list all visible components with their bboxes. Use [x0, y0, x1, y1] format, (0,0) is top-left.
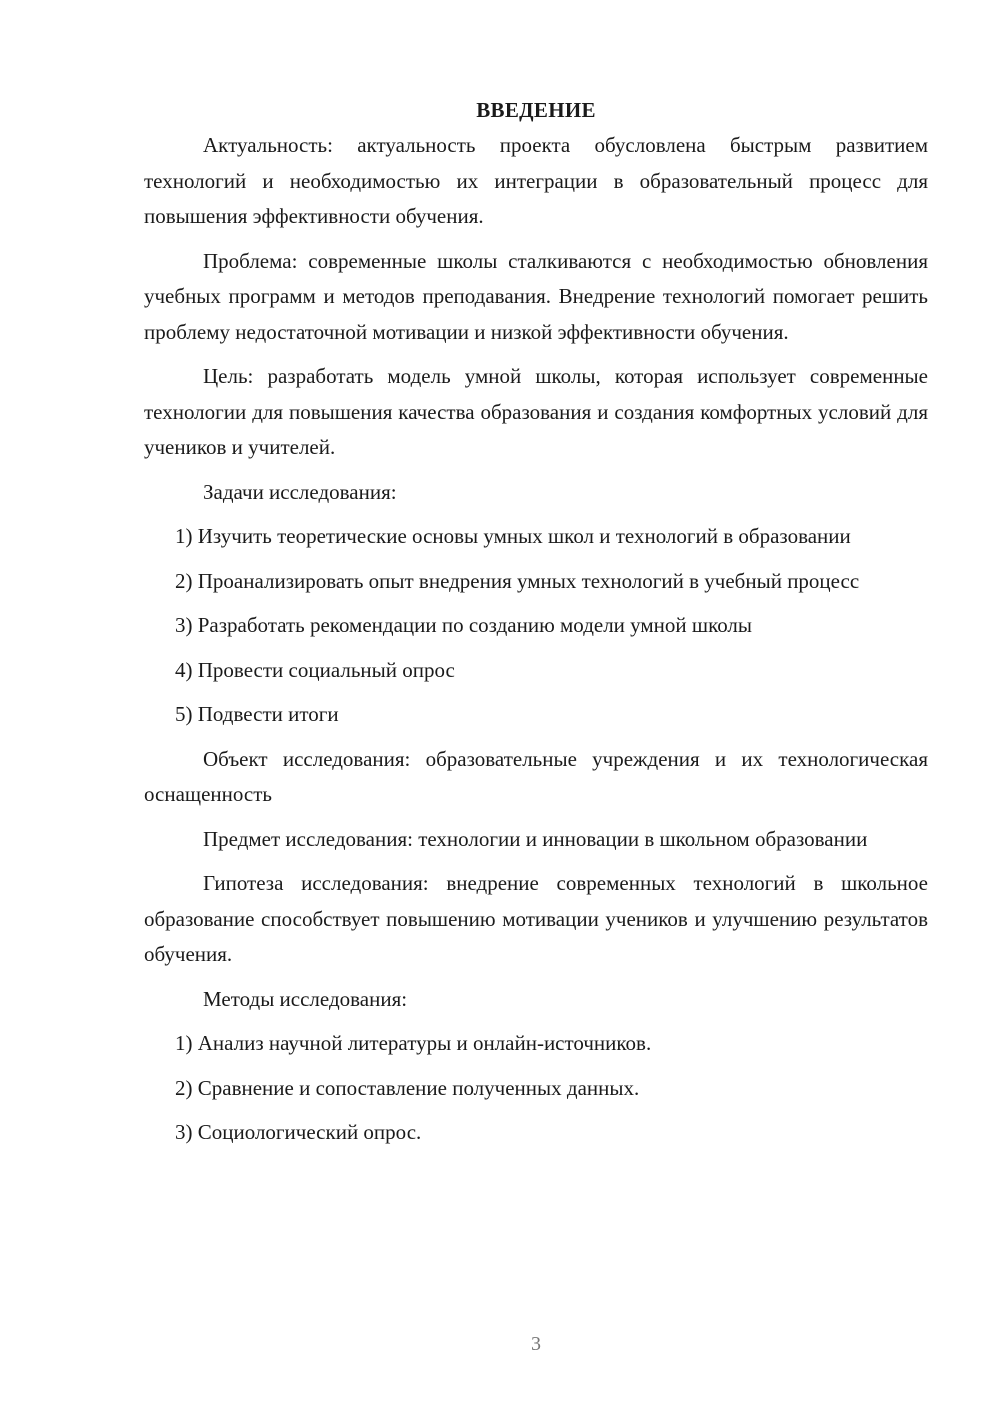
task-item: 4) Провести социальный опрос [175, 657, 455, 682]
tasks-heading: Задачи исследования: [203, 479, 397, 504]
hypothesis-paragraph: Гипотеза исследования: внедрение современных технологий в школьное образование способствует повышению мотивации учеников и улучшению результатов обучения. [144, 871, 928, 966]
document-page [144, 92, 928, 1160]
subject-paragraph: Предмет исследования: технологии и инновации в школьном образовании [203, 826, 868, 851]
task-item: 5) Подвести итоги [175, 702, 339, 726]
methods-heading: Методы исследования: [203, 986, 408, 1011]
method-item: 3) Социологический опрос. [175, 1120, 422, 1144]
method-item: 2) Сравнение и сопоставление полученных данных. [175, 1075, 640, 1100]
task-item: 2) Проанализировать опыт внедрения умных технологий в учебный процесс [175, 568, 860, 593]
method-item: 1) Анализ научной литературы и онлайн-источников. [175, 1031, 652, 1055]
task-item: 1) Изучить теоретические основы умных школ и технологий в образовании [175, 524, 851, 548]
page-number: 3 [531, 1333, 541, 1355]
relevance-paragraph: Актуальность: актуальность проекта обусловлена быстрым развитием технологий и необходимостью их интеграции в образовательный процесс для повышения эффективности обучения. [144, 133, 928, 228]
problem-paragraph: Проблема: современные школы сталкиваются с необходимостью обновления учебных программ и методов преподавания. Внедрение технологий помогает решить проблему недостаточной мотивации и низкой эффективности обучения. [144, 248, 928, 344]
goal-paragraph: Цель: разработать модель умной школы, которая использует современные технологии для повышения качества образования и создания комфортных условий для учеников и учителей. [144, 364, 928, 459]
task-item: 3) Разработать рекомендации по созданию модели умной школы [175, 613, 753, 637]
object-paragraph: Объект исследования: образовательные учреждения и их технологическая оснащенность [144, 746, 928, 806]
section-heading: ВВЕДЕНИЕ [476, 98, 596, 122]
